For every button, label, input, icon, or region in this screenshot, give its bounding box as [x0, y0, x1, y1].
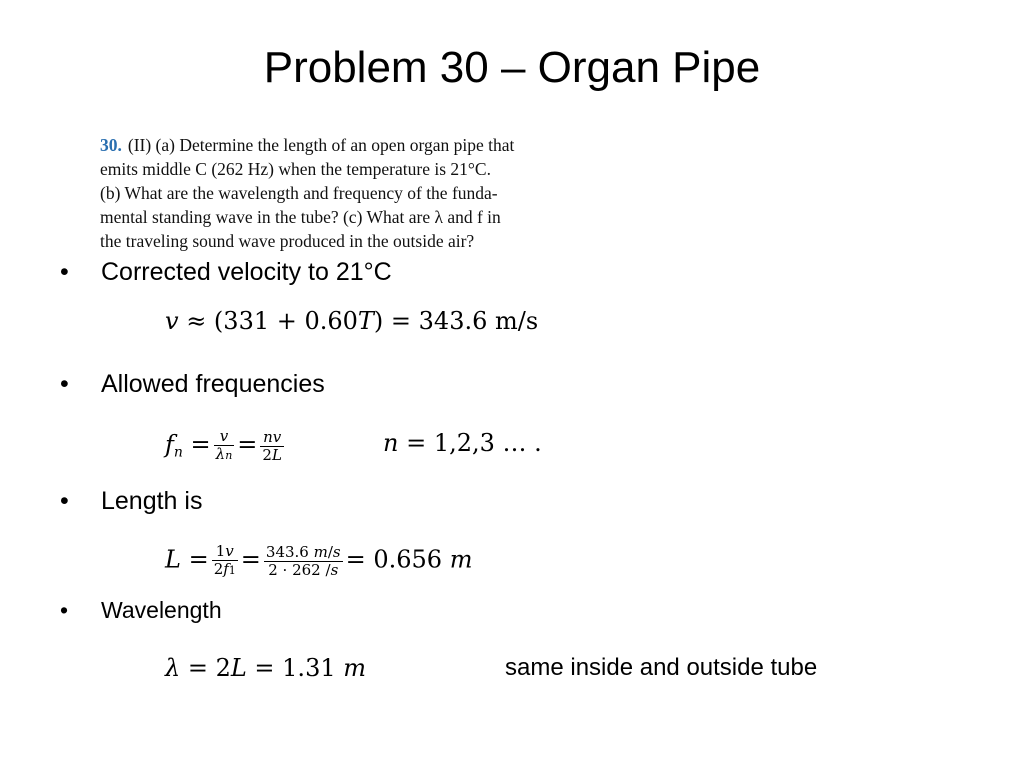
bullet-label: Length is [101, 487, 203, 515]
equation-n-values: n = 1,2,3 … . [383, 429, 542, 457]
bullet-label: Corrected velocity to 21°C [101, 258, 392, 286]
bullet-dot: • [60, 370, 69, 398]
bullet-label: Allowed frequencies [101, 370, 325, 398]
problem-line: mental standing wave in the tube? (c) What are λ and f in [100, 207, 501, 227]
problem-line: (b) What are the wavelength and frequency of the funda- [100, 183, 498, 203]
problem-statement-image [100, 133, 620, 253]
bullet-dot: • [60, 258, 69, 286]
problem-number: 30. [100, 135, 122, 155]
problem-line: the traveling sound wave produced in the outside air? [100, 231, 475, 251]
slide-title: Problem 30 – Organ Pipe [263, 43, 761, 92]
bullet-corrected-velocity [60, 256, 392, 288]
equation-wavelength: λ = 2L = 1.31 m [165, 654, 366, 682]
problem-line: emits middle C (262 Hz) when the temperature is 21°C. [100, 159, 491, 179]
bullet-wavelength [60, 594, 222, 626]
bullet-dot: • [60, 597, 69, 623]
equation-frequencies: $f_n$ = $\frac{v}{\lambda n}$ = $\frac{nv}{2L}$ [165, 427, 282, 464]
equation-length: L = $\frac{1v}{2f1}$ = $\frac{343.6 m/s}{2 \cdot 262 /s}$ = 0.656 m [165, 542, 473, 579]
problem-line: 30. (II) (a) Determine the length of an open organ pipe that [100, 135, 515, 155]
bullet-length [60, 485, 202, 517]
bullet-dot: • [60, 487, 69, 515]
bullet-allowed-frequencies [60, 368, 325, 400]
equation-velocity: v ≈ (331 + 0.60T) = 343.6 m/s [165, 307, 539, 335]
bullet-label: Wavelength [101, 597, 222, 623]
wavelength-note: same inside and outside tube [505, 654, 818, 681]
